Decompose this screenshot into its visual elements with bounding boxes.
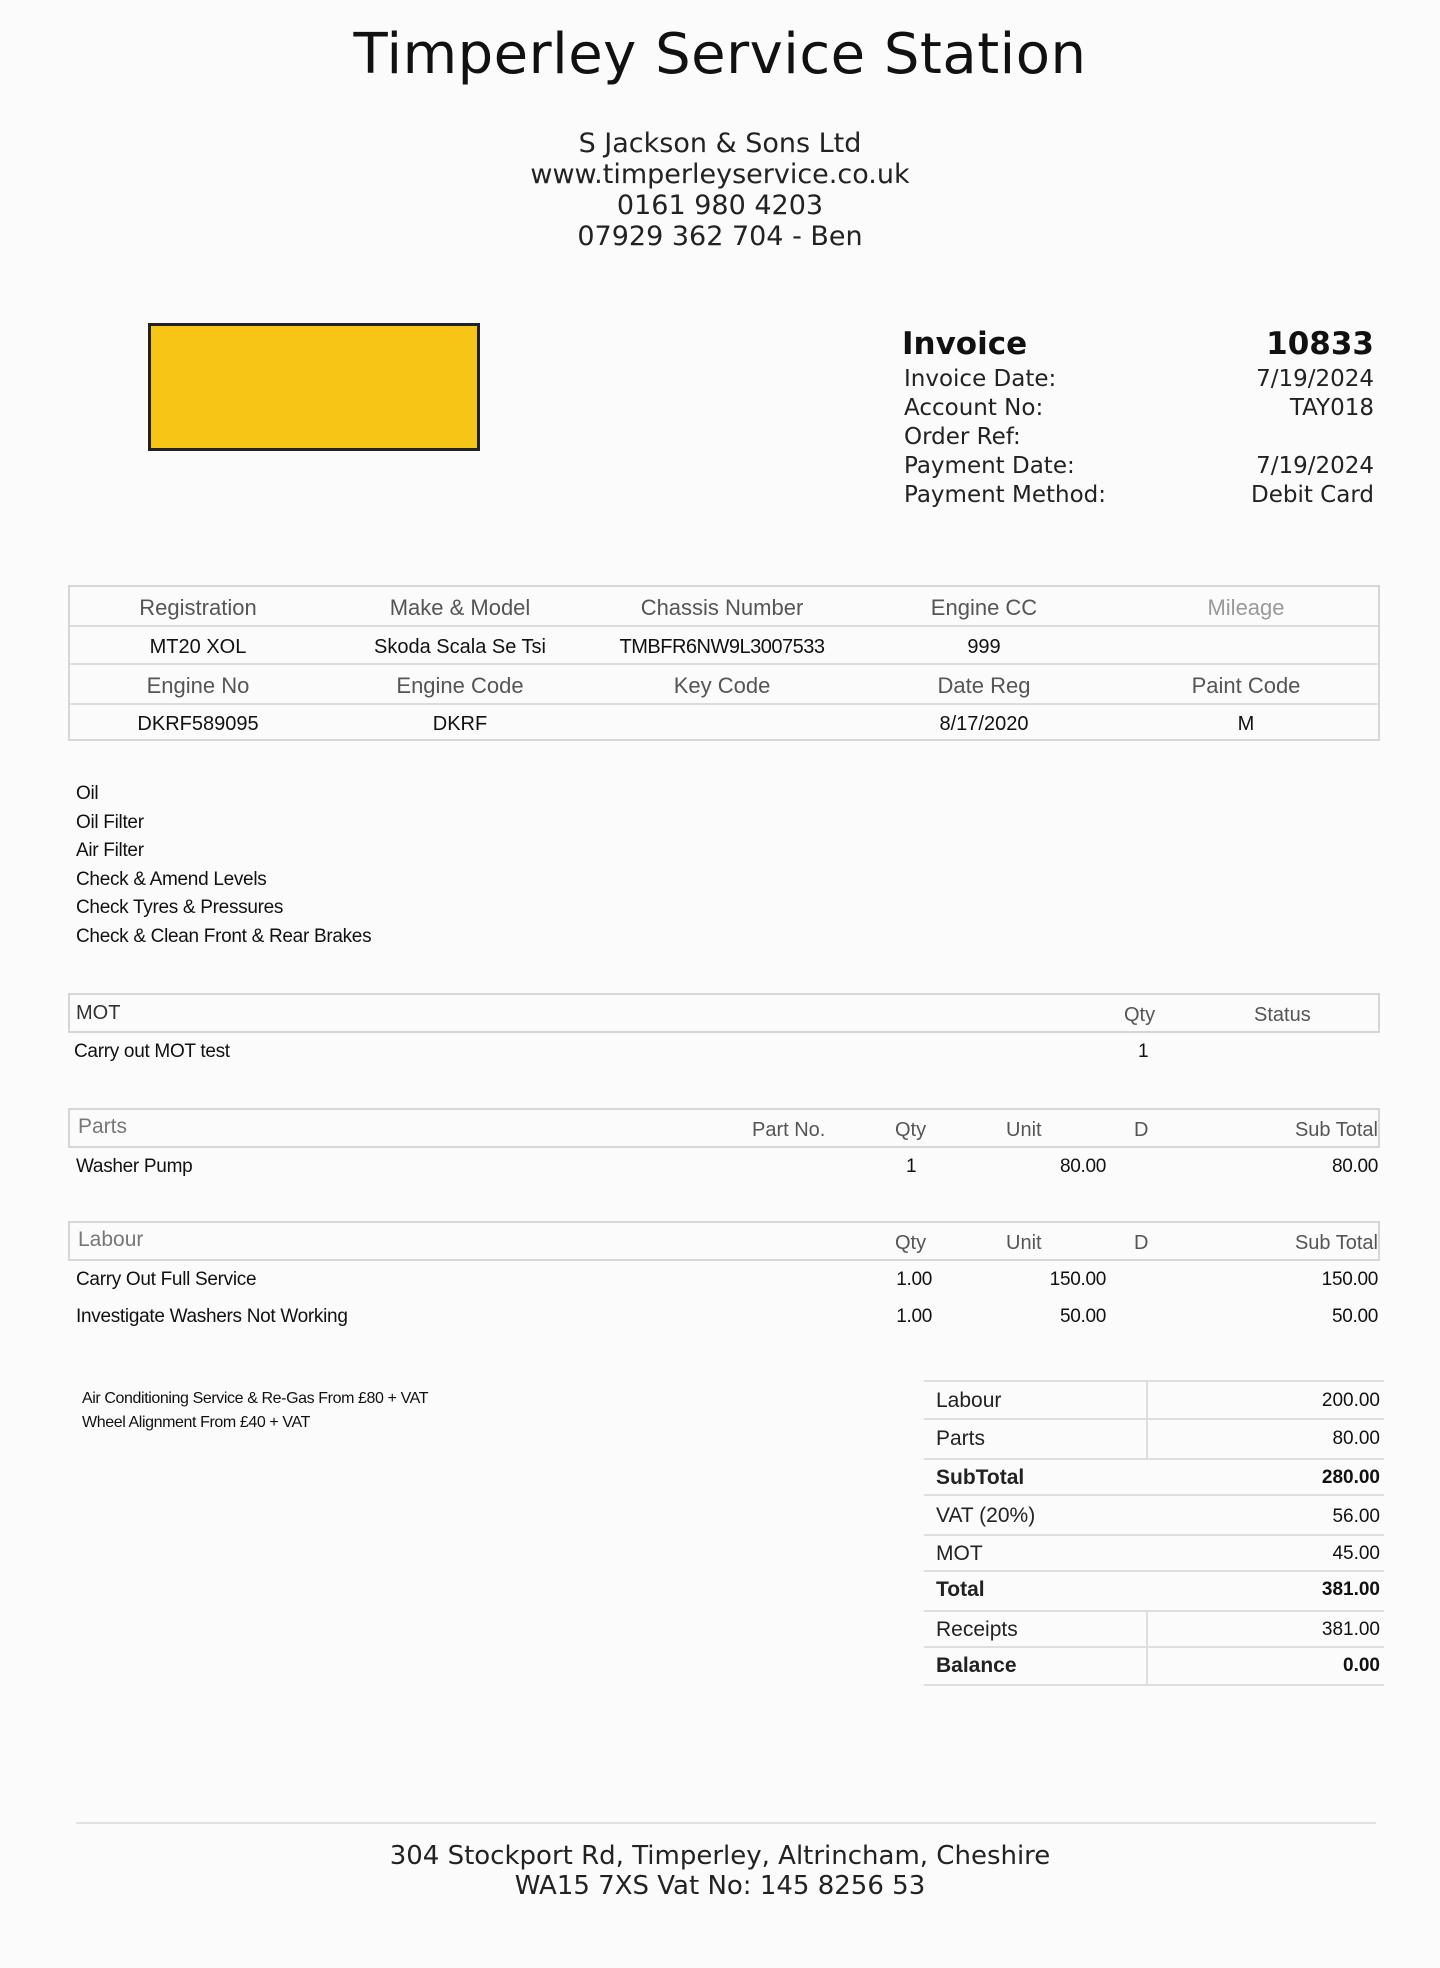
vat-label: VAT (20%) <box>936 1504 1036 1527</box>
labour-row-subtotal: 50.00 <box>1331 1306 1378 1327</box>
total-parts-value: 80.00 <box>1332 1428 1380 1449</box>
receipts-value: 381.00 <box>1321 1619 1380 1640</box>
totals-line <box>924 1418 1384 1420</box>
mot-qty-header: Qty <box>1124 1004 1156 1026</box>
subtotal-value: 280.00 <box>1321 1467 1380 1488</box>
registration-value: MT20 XOL <box>149 636 247 658</box>
job-list <box>76 780 371 951</box>
footer-address: 304 Stockport Rd, Timperley, Altrincham, Cheshire <box>389 1841 1051 1871</box>
labour-subtotal-header: Sub Total <box>1294 1232 1378 1254</box>
date-reg-header: Date Reg <box>937 673 1031 698</box>
mobile-number: 07929 362 704 - Ben <box>577 221 863 252</box>
totals-divider <box>1146 1380 1148 1460</box>
total-labour-label: Labour <box>936 1389 1002 1412</box>
totals-line <box>924 1684 1384 1686</box>
receipts-label: Receipts <box>936 1618 1018 1641</box>
mot-header: MOT <box>76 1002 121 1024</box>
invoice-number: 10833 <box>1266 326 1374 362</box>
subtotal-label: SubTotal <box>936 1466 1025 1489</box>
total-parts-label: Parts <box>936 1427 986 1450</box>
list-item: Air Filter <box>76 840 144 861</box>
grand-total-label: Total <box>936 1578 985 1601</box>
labour-d-header: D <box>1134 1232 1149 1254</box>
list-item: Oil Filter <box>76 811 144 833</box>
labour-header-row <box>68 1221 1380 1261</box>
mot-row-qty: 1 <box>1138 1041 1149 1062</box>
invoice-date-label: Invoice Date: <box>904 366 1057 392</box>
payment-method-value: Debit Card <box>1251 482 1374 508</box>
parts-header-row <box>68 1108 1380 1148</box>
balance-label: Balance <box>936 1654 1017 1677</box>
mot-header-row <box>68 993 1380 1033</box>
total-labour-value: 200.00 <box>1321 1390 1380 1411</box>
grand-total-value: 381.00 <box>1321 1579 1380 1600</box>
totals-line <box>924 1380 1384 1382</box>
parts-unit-header: Unit <box>1006 1119 1042 1141</box>
phone-number: 0161 980 4203 <box>616 190 824 221</box>
totals-line <box>924 1458 1384 1460</box>
parts-row-desc: Washer Pump <box>76 1156 193 1177</box>
payment-method-label: Payment Method: <box>904 482 1107 508</box>
totals-divider <box>1146 1612 1148 1684</box>
date-reg-value: 8/17/2020 <box>939 713 1029 735</box>
parts-row-subtotal: 80.00 <box>1331 1156 1378 1177</box>
key-code-header: Key Code <box>673 673 771 698</box>
mileage-header: Mileage <box>1207 595 1285 620</box>
engine-no-header: Engine No <box>146 673 250 698</box>
make-model-header: Make & Model <box>389 595 531 620</box>
parts-header: Parts <box>78 1115 128 1138</box>
labour-qty-header: Qty <box>895 1232 927 1254</box>
registration-header: Registration <box>139 595 257 620</box>
mot-total-value: 45.00 <box>1332 1543 1380 1564</box>
footer-divider <box>76 1822 1376 1824</box>
balance-value: 0.00 <box>1343 1655 1380 1676</box>
labour-unit-header: Unit <box>1006 1232 1042 1254</box>
totals-line <box>924 1610 1384 1612</box>
chassis-number-header: Chassis Number <box>640 595 804 620</box>
mot-total-label: MOT <box>936 1542 983 1565</box>
totals-line <box>924 1534 1384 1536</box>
parts-d-header: D <box>1134 1119 1149 1141</box>
footer-vat: WA15 7XS Vat No: 145 8256 53 <box>514 1871 926 1901</box>
business-title: Timperley Service Station <box>353 22 1087 87</box>
totals-line <box>924 1646 1384 1648</box>
engine-no-value: DKRF589095 <box>137 713 259 735</box>
parts-row-qty: 1 <box>906 1156 917 1177</box>
mot-row-desc: Carry out MOT test <box>74 1041 230 1062</box>
parts-subtotal-header: Sub Total <box>1294 1119 1378 1141</box>
payment-date-label: Payment Date: <box>904 453 1075 479</box>
payment-date-value: 7/19/2024 <box>1256 453 1374 479</box>
website-link[interactable]: www.timperleyservice.co.uk <box>530 159 910 190</box>
vat-value: 56.00 <box>1332 1506 1380 1527</box>
labour-row-subtotal: 150.00 <box>1321 1269 1378 1290</box>
invoice-date-value: 7/19/2024 <box>1256 366 1374 392</box>
totals-line <box>924 1494 1384 1496</box>
paint-code-header: Paint Code <box>1191 673 1301 698</box>
vehicle-row-divider <box>70 663 1378 665</box>
order-ref-label: Order Ref: <box>904 424 1021 450</box>
parts-qty-header: Qty <box>895 1119 927 1141</box>
paint-code-value: M <box>1237 713 1255 735</box>
parts-row-unit: 80.00 <box>1059 1156 1106 1177</box>
labour-row-unit: 50.00 <box>1059 1306 1106 1327</box>
labour-row-desc: Carry Out Full Service <box>76 1269 257 1290</box>
list-item: Check & Amend Levels <box>76 868 267 890</box>
parts-partno-header: Part No. <box>752 1119 826 1141</box>
list-item: Oil <box>76 783 99 804</box>
vehicle-row-divider <box>70 625 1378 627</box>
engine-code-header: Engine Code <box>396 673 524 698</box>
labour-row-qty: 1.00 <box>896 1306 932 1327</box>
invoice-title: Invoice <box>902 326 1028 362</box>
labour-row-unit: 150.00 <box>1049 1269 1106 1290</box>
engine-cc-value: 999 <box>967 636 1001 658</box>
make-model-value: Skoda Scala Se Tsi <box>374 636 546 658</box>
vehicle-row-divider <box>70 703 1378 705</box>
promo-note: Air Conditioning Service & Re-Gas From £80 + VAT <box>82 1390 429 1407</box>
promo-note: Wheel Alignment From £40 + VAT <box>82 1414 310 1431</box>
mot-status-header: Status <box>1254 1004 1311 1026</box>
company-name: S Jackson & Sons Ltd <box>578 128 862 159</box>
engine-code-value: DKRF <box>432 713 488 735</box>
list-item: Check Tyres & Pressures <box>76 897 284 918</box>
labour-header: Labour <box>78 1228 144 1251</box>
labour-row-qty: 1.00 <box>896 1269 932 1290</box>
chassis-number-value: TMBFR6NW9L3007533 <box>619 636 825 658</box>
redaction-block <box>148 323 480 451</box>
list-item: Check & Clean Front & Rear Brakes <box>76 925 372 947</box>
account-no-label: Account No: <box>904 395 1044 421</box>
engine-cc-header: Engine CC <box>930 595 1038 620</box>
totals-line <box>924 1570 1384 1572</box>
labour-row-desc: Investigate Washers Not Working <box>76 1306 348 1327</box>
account-no-value: TAY018 <box>1289 395 1374 421</box>
